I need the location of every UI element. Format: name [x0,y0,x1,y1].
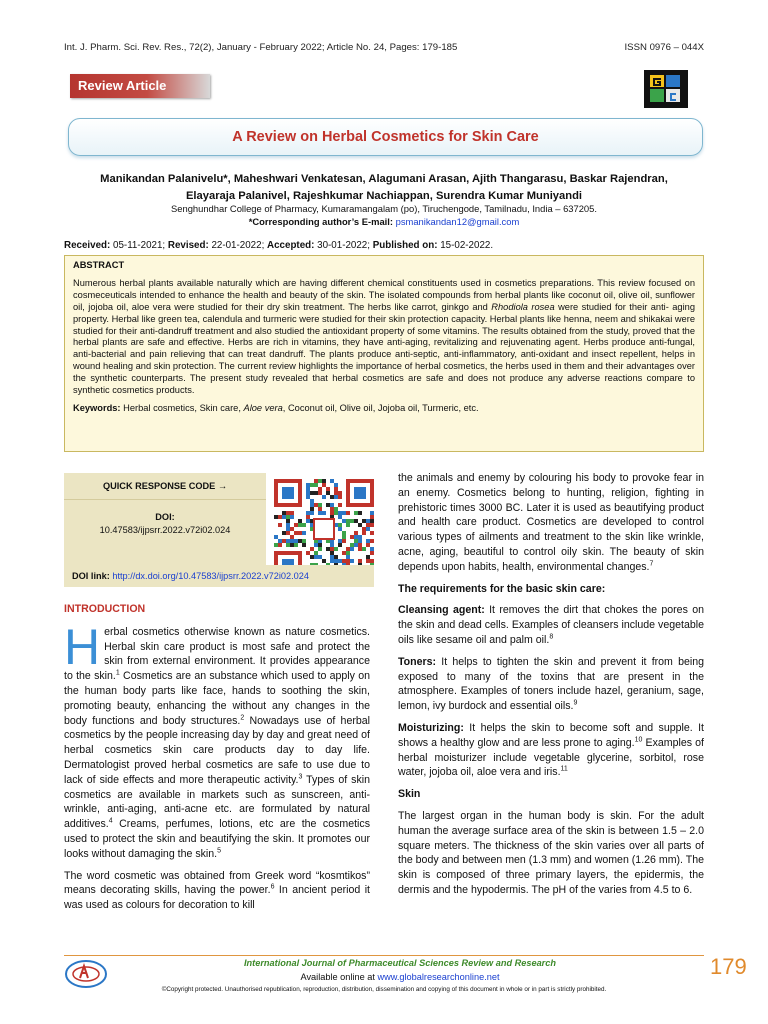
text: Examples of herbal moisturizer include vegetable glycerine, sorbitol, rose water, jojoba oil, aloe vera and iris. [398,736,704,779]
text: It removes the dirt that chokes the pores on the skin and dead cells. Examples of cleansers include vegetable oils like sesame oil and palm oil. [398,604,704,646]
text: erbal cosmetics otherwise known as nature cosmetics. Herbal skin care product is most safe and protect the skin from external environment. It provides appearance to the skin. [64,625,370,683]
keywords-text: Herbal cosmetics, Skin care, [120,402,244,413]
moisturizing-label: Moisturizing: [398,721,464,734]
doi-block [64,511,266,537]
citation-ref: 1 [115,669,120,677]
citation-ref: 10 [634,736,643,744]
keywords-text: , Coconut oil, Olive oil, Jojoba oil, Turmeric, etc. [282,402,479,413]
toners-label: Toners: [398,655,437,668]
copyright-notice: ©Copyright protected. Unauthorised republication, reproduction, distribution, dissemination and copying of this document in whole or in part is strictly prohibited. [161,986,607,993]
right-column [398,471,704,905]
journal-logo-icon [644,70,688,108]
intro-paragraph-1 [64,618,370,862]
doi-value: 10.47583/ijpsrr.2022.v72i02.024 [99,525,231,535]
published-label: Published on: [372,240,438,251]
authors-line-1: Manikandan Palanivelu*, Maheshwari Venkatesan, Alagumani Arasan, Ajith Thangarasu, Baskar Rajendran, [100,173,668,185]
received-label: Received: [64,240,111,251]
abstract-heading: ABSTRACT [73,260,125,270]
accepted-date: 30-01-2022; [317,240,370,251]
revised-date: 22-01-2022; [211,240,265,251]
citation-ref: 6 [270,883,275,891]
keywords-italic: Aloe vera [243,402,283,413]
citation-ref: 7 [649,560,654,568]
citation-ref: 2 [240,714,245,722]
doi-link-label: DOI link: [72,571,110,581]
qr-label: QUICK RESPONSE CODE → [64,473,266,500]
authors [64,171,704,205]
abstract-species-name: Rhodiola rosea [491,301,555,312]
revised-label: Revised: [167,240,209,251]
issn: ISSN 0976 – 044X [624,42,704,53]
citation-ref: 11 [560,765,568,773]
drop-cap: H [64,618,101,675]
citation-ref: 5 [217,847,222,855]
citation-ref: 3 [298,773,303,781]
authors-line-2: Elayaraja Palanivel, Rajeshkumar Nachiappan, Surendra Kumar Muniyandi [185,190,583,202]
article-type-label: Review Article [78,78,167,93]
text: It helps to tighten the skin and prevent it from being exposed to many of the toxins that are present in the atmosphere. Examples of toners include hazel, geranium, sage, lemon, ivy burdock and essential oils. [398,655,704,713]
article-type-tag [70,74,210,98]
footer-availability [120,972,680,982]
available-label: Available online at [300,972,375,982]
skin-paragraph: The largest organ in the human body is skin. For the adult human the average surface area of the skin is between 1.5 – 2.0 square meters. The thickness of the skin varies over all parts of the body and between men (1.3 mm) and women (1.26 mm). The skin is composed of three primary layers, the epidermis, the dermis and the hypodermis. The pH of the varies from 4.5 to 6. [398,809,704,896]
introduction-heading: INTRODUCTION [64,603,146,615]
text: the animals and enemy by colouring his body to provoke fear in an enemy. Cosmetics belong to hunting, religion, fighting in prehistoric times 3000 BC. Later it is used as beautifying product and health care product. Cosmetics are developed to control various types of ailments and treatment to the skin like wrinkle, acne, aging, beautiful to control oily skin. The beauty of skin depends upon habits, health, environmental changes. [398,472,704,573]
affiliation: Senghundhar College of Pharmacy, Kumaramangalam (po), Tiruchengode, Tamilnadu, India – 637205. [171,203,597,214]
toners-paragraph [398,655,704,714]
corresponding-email[interactable]: psmanikandan12@gmail.com [395,216,520,227]
citation-ref: 8 [549,633,554,641]
keywords [73,403,695,415]
running-header [64,42,704,53]
text: Nowadays use of herbal cosmetics by the people increasing day by day and great need of herbal cosmetics skin care products day to day life. Dermatologist proved herbal cosmetics are safe to use due to lack of side effects and more therapeutic activity. [64,714,370,786]
page-number: 179 [710,954,747,979]
text: It helps the skin to become soft and supple. It shows a healthy glow and are less prone to aging. [398,721,704,749]
text: Types of skin cosmetics are available in markets such as sunscreen, anti-wrinkle, anti-aging, anti-acne etc. are formulated by natural additives. [64,773,370,831]
text: The word cosmetic was obtained from Greek word “kosmtikos” means decorating skills, having the power. [64,869,370,897]
doi-link-row [64,565,374,587]
cleansing-paragraph [398,603,704,647]
abstract-text-part: Numerous herbal plants available naturally which are having different chemical constituents used in cosmetics preparations. This review focused on cosmeceuticals intended to enhance the health and beauty of the skin. The isolated compounds from herbal plants like coconut oil, olive oil, sunflower oil, jojoba oil, aloe vera were studied for their dry skin treatment. The herbs like carrot, ginkgo and [73,277,695,312]
corresponding-label: *Corresponding author’s E-mail: [248,216,394,227]
footer-journal-name: International Journal of Pharmaceutical Sciences Review and Research [244,958,556,968]
text: Creams, perfumes, lotions, etc are the cosmetics used to protect the skin and beautifying the skin. It promotes our looks without damaging the skin. [64,818,370,860]
intro-paragraph-2 [64,869,370,913]
doi-link[interactable]: http://dx.doi.org/10.47583/ijpsrr.2022.v72i02.024 [112,571,309,581]
journal-website-link[interactable]: www.globalresearchonline.net [377,972,500,982]
left-column [64,602,370,920]
requirements-heading: The requirements for the basic skin care: [398,582,606,595]
accepted-label: Accepted: [267,240,315,251]
moisturizing-paragraph [398,721,704,780]
abstract-box [64,255,704,452]
cleansing-label: Cleansing agent: [398,604,485,617]
published-date: 15-02-2022. [440,240,494,251]
citation-ref: 4 [108,817,113,825]
citation-ref: 9 [573,699,578,707]
abstract-text-part: were studied for their anti- aging property. Herbal like green tea, calendula and turmeric were studied for their skin protection capacity. Herbal plants like henna, neem and shikakai were studied for their anti-dandruff treatment and also studied the antioxidant property of some vitamins. The results obtained from the study, proved that the herbal plants are safe and effective. Herbs are rich in vitamins, they have anti-aging, revitalizing and rejuvenating agent. Herbs produce anti-fungal, anti-bacterial and pain relieving that can treat dandruff. The plants produce anti-septic, anti-inflammatory, anti-oxidant and insect repellent, helps in wound healing and skin protection. The current review highlights the importance of herbal cosmetics, the herbs used in them and their advantages over the synthetic counterparts. The present study revealed that herbal cosmetics are safe and does not produce any adverse reactions compare to synthetic cosmetics products. [73,301,696,396]
text: In ancient period it was used as colours for decoration to kill [64,884,370,912]
journal-citation: Int. J. Pharm. Sci. Rev. Res., 72(2), January - February 2022; Article No. 24, Pages: 179-185 [64,42,458,53]
affiliation-block [64,202,704,228]
article-dates [64,240,704,251]
footer-rule [64,955,704,956]
abstract-text [73,278,695,397]
right-paragraph-1 [398,471,704,575]
skin-heading: Skin [398,788,421,801]
article-title: A Review on Herbal Cosmetics for Skin Care [232,129,539,145]
doi-label: DOI: [155,512,175,522]
received-date: 05-11-2021; [113,240,166,251]
article-title-box [68,118,703,156]
keywords-label: Keywords: [73,402,121,413]
text: Cosmetics are an substance which used to apply on the human body parts like face, hands to soothing the skin, promoting beauty, enhancing the without any changes in the body functions and body structures. [64,670,370,727]
